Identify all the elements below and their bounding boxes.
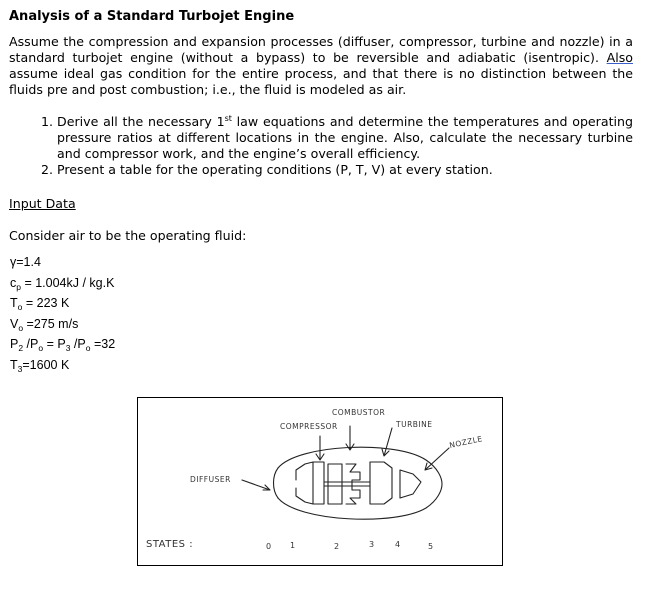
p3-symbol: = P: [43, 337, 66, 351]
t0-value: = 223 K: [22, 296, 70, 310]
state-5: 5: [428, 542, 434, 551]
cp-subscript: p: [16, 281, 21, 292]
gamma-line: [10, 252, 115, 273]
state-1: 1: [290, 541, 296, 550]
engine-drawing: [138, 398, 502, 565]
consider-text: Consider air to be the operating fluid:: [9, 228, 247, 243]
t0-line: [10, 293, 115, 314]
combustor-label: COMBUSTOR: [332, 408, 386, 417]
nozzle-arrow: [425, 448, 449, 470]
compressor-arrow: [316, 436, 324, 460]
v0-line: [10, 314, 115, 335]
p3-subscript: 3: [65, 343, 71, 353]
cp-value: = 1.004kJ / kg.K: [20, 275, 115, 290]
task-text: Derive all the necessary 1: [57, 114, 225, 129]
task-item: [57, 162, 633, 178]
task-text: Present a table for the operating conditions (P, T, V) at every station.: [57, 162, 493, 177]
gamma-value: =1.4: [16, 255, 41, 269]
t0-subscript: o: [17, 302, 23, 312]
gamma-symbol: γ: [10, 255, 17, 269]
states-label: STATES :: [146, 539, 194, 550]
state-2: 2: [334, 542, 340, 551]
input-values: [10, 252, 115, 375]
t3-symbol: T: [10, 357, 18, 372]
page-title: Analysis of a Standard Turbojet Engine: [9, 9, 295, 24]
pressure-ratio-value: =32: [90, 337, 116, 351]
v0-value: =275 m/s: [23, 316, 79, 331]
combustor-shape: [328, 464, 342, 504]
cp-line: [10, 273, 115, 294]
p0-subscript-2: o: [85, 343, 91, 353]
intro-text: Assume the compression and expansion processes (diffuser, compressor, turbine and nozzle) in a standard turbojet engine (without a bypass) to be reversible and adiabatic (isentropic).: [9, 34, 633, 65]
nozzle-label: NOZZLE: [448, 434, 484, 450]
compressor-label: COMPRESSOR: [280, 422, 338, 431]
intro-paragraph: [9, 34, 633, 98]
diffuser-arrow: [242, 480, 270, 490]
combustor-arrow: [346, 426, 354, 450]
t3-line: [10, 355, 115, 376]
p0-symbol: /P: [23, 337, 39, 351]
input-data-heading: Input Data: [9, 196, 76, 211]
task-text: law equations and determine the temperatures and operating pressure ratios at different locations in the engine. Also, calculate the necessary turbine and compressor work, and the engine’s overall efficiency.: [57, 114, 633, 161]
turbine-arrow: [382, 428, 392, 456]
engine-casing: [278, 447, 442, 519]
intro-text-2: assume ideal gas condition for the entire process, and that there is no distinction between the fluids pre and post combustion; i.e., the fluid is modeled as air.: [9, 66, 633, 97]
cp-symbol: c: [10, 275, 17, 290]
ordinal-suffix: st: [224, 114, 232, 123]
turbine-shape: [370, 462, 392, 504]
p2-subscript: 2: [18, 343, 24, 353]
diffuser-label: DIFFUSER: [190, 475, 231, 484]
turbine-label: TURBINE: [396, 420, 433, 429]
nozzle-shape: [400, 470, 421, 498]
p0-subscript: o: [38, 343, 44, 353]
turbojet-sketch: [137, 397, 503, 566]
task-item: [57, 114, 633, 162]
p2-symbol: P: [10, 337, 19, 351]
task-list: [9, 114, 633, 178]
v0-subscript: o: [18, 322, 24, 333]
also-word: Also: [606, 50, 633, 65]
t0-symbol: T: [10, 296, 18, 310]
state-0: 0: [266, 542, 272, 551]
p0-symbol-2: /P: [70, 337, 86, 351]
t3-value: =1600 K: [22, 357, 70, 372]
t3-subscript: 3: [17, 363, 23, 374]
v0-symbol: V: [10, 316, 19, 331]
state-3: 3: [369, 540, 375, 549]
state-4: 4: [395, 540, 401, 549]
compressor-shape: [296, 462, 313, 504]
pressure-ratio-line: [10, 334, 115, 355]
